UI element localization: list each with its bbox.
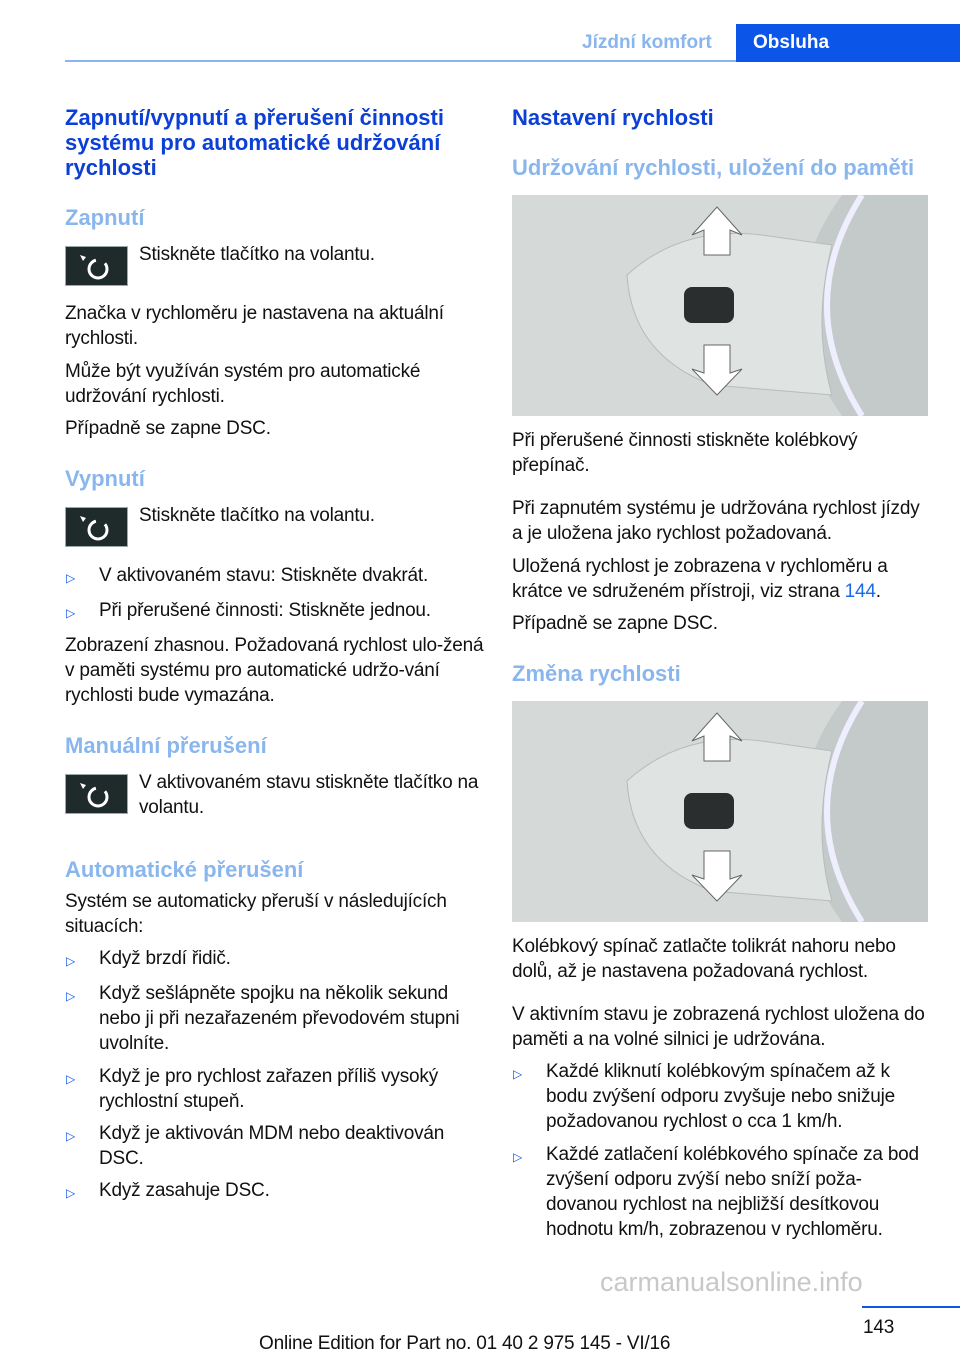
list-item (65, 563, 485, 591)
heading-auto: Automatické přerušení (65, 857, 304, 882)
paragraph: Značka v rychloměru je nastavena na aktuální rychlosti. (65, 303, 444, 349)
paragraph: Systém se automaticky přeruší v následujících situacích: (65, 891, 447, 937)
on-instruction: Stiskněte tlačítko na volantu. (139, 244, 375, 265)
paragraph: Případně se zapne DSC. (65, 418, 271, 439)
text: . (875, 581, 881, 602)
off-instruction: Stiskněte tlačítko na volantu. (139, 505, 375, 526)
list-item-text: Když zasahuje DSC. (99, 1180, 270, 1201)
heading-manual: Manuální přerušení (65, 733, 267, 758)
text: Uložená rychlost je zobrazena v rychloměru a krátce ve sdruženém přístroji, viz strana (512, 556, 888, 602)
paragraph: Při přerušené činnosti stiskněte kolébkový přepínač. (512, 430, 858, 476)
footer-rule (862, 1306, 960, 1308)
bullet-icon: ▷ (66, 1186, 76, 1200)
paragraph: V aktivním stavu je zobrazená rychlost uložena do paměti a na volné silnici je udržována. (512, 1004, 925, 1050)
bullet-icon: ▷ (66, 989, 76, 1003)
on-row (65, 242, 485, 286)
list-item-text: Když sešlápněte spojku na několik sekund nebo ji při nezařazeném převodovém stupni uvolníte. (99, 983, 460, 1054)
list-item-text: Při přerušené činnosti: Stiskněte jednou. (99, 600, 431, 621)
list-item (65, 981, 485, 1056)
manual-row (65, 770, 485, 820)
page-number: 143 (863, 1317, 895, 1338)
header-section: Jízdní komfort (582, 32, 712, 53)
list-item-text: Když je pro rychlost zařazen příliš vysoký rychlostní stupeň. (99, 1066, 438, 1112)
bullet-icon: ▷ (66, 606, 76, 620)
steering-wheel-rocker-switch-image (512, 701, 928, 922)
list-item (65, 1121, 485, 1171)
off-row (65, 503, 485, 547)
paragraph (512, 554, 932, 604)
header-chapter: Obsluha (736, 24, 960, 62)
bullet-icon: ▷ (66, 954, 76, 968)
list-item (65, 1178, 485, 1206)
list-item (65, 598, 485, 626)
list-item-text: Každé kliknutí kolébkovým spínačem až k bodu zvýšení odporu zvyšuje nebo snižuje požadovanou rychlost o cca 1 km/h. (546, 1061, 896, 1132)
right-column (512, 105, 932, 1242)
bullet-icon: ▷ (513, 1067, 523, 1081)
steering-wheel-rocker-switch-image (512, 195, 928, 416)
list-item-text: Když brzdí řidič. (99, 948, 231, 969)
watermark: carmanualsonline.info (600, 1267, 863, 1297)
paragraph: Může být využíván systém pro automatické udržování rychlosti. (65, 361, 421, 407)
paragraph: Kolébkový spínač zatlačte tolikrát nahoru nebo dolů, až je nastavena požadovaná rychlost. (512, 936, 896, 982)
list-item-text: Když je aktivován MDM nebo deaktivován DSC. (99, 1123, 445, 1169)
heading-keep: Udržování rychlosti, uložení do paměti (512, 155, 915, 180)
list-item (512, 1142, 932, 1242)
paragraph: Zobrazení zhasnou. Požadovaná rychlost ulo-žená v paměti systému pro automatické udržo-vání rychlosti bude vymazána. (65, 635, 484, 706)
bullet-icon: ▷ (513, 1150, 523, 1164)
left-column (65, 105, 485, 1206)
right-title: Nastavení rychlosti (512, 105, 714, 130)
paragraph: Případně se zapne DSC. (512, 613, 718, 634)
heading-on: Zapnutí (65, 205, 145, 230)
bullet-icon: ▷ (66, 571, 76, 585)
list-item (512, 1059, 932, 1134)
footer-edition: Online Edition for Part no. 01 40 2 975 145 - VI/16 (259, 1333, 671, 1354)
heading-change: Změna rychlosti (512, 661, 681, 686)
cruise-control-button-icon (65, 507, 128, 547)
bullet-icon: ▷ (66, 1129, 76, 1143)
bullet-icon: ▷ (66, 1072, 76, 1086)
manual-instruction: V aktivovaném stavu stiskněte tlačítko na volantu. (139, 772, 479, 818)
cruise-control-button-icon (65, 774, 128, 814)
section-title: Zapnutí/vypnutí a přerušení činnosti systému pro automatické udržování rychlosti (65, 105, 444, 180)
list-item-text: Každé zatlačení kolébkového spínače za bod zvýšení odporu zvýší nebo sníží poža-dovanou rychlost na nejbližší desítkovou hodnotu km/h, zobrazenou v rychloměru. (546, 1144, 919, 1240)
cruise-control-button-icon (65, 246, 128, 286)
list-item (65, 946, 485, 974)
paragraph: Při zapnutém systému je udržována rychlost jízdy a je uložena jako rychlost požadovaná. (512, 498, 920, 544)
list-item-text: V aktivovaném stavu: Stiskněte dvakrát. (99, 565, 429, 586)
page-link[interactable]: 144 (844, 581, 876, 602)
heading-off: Vypnutí (65, 466, 145, 491)
list-item (65, 1064, 485, 1114)
